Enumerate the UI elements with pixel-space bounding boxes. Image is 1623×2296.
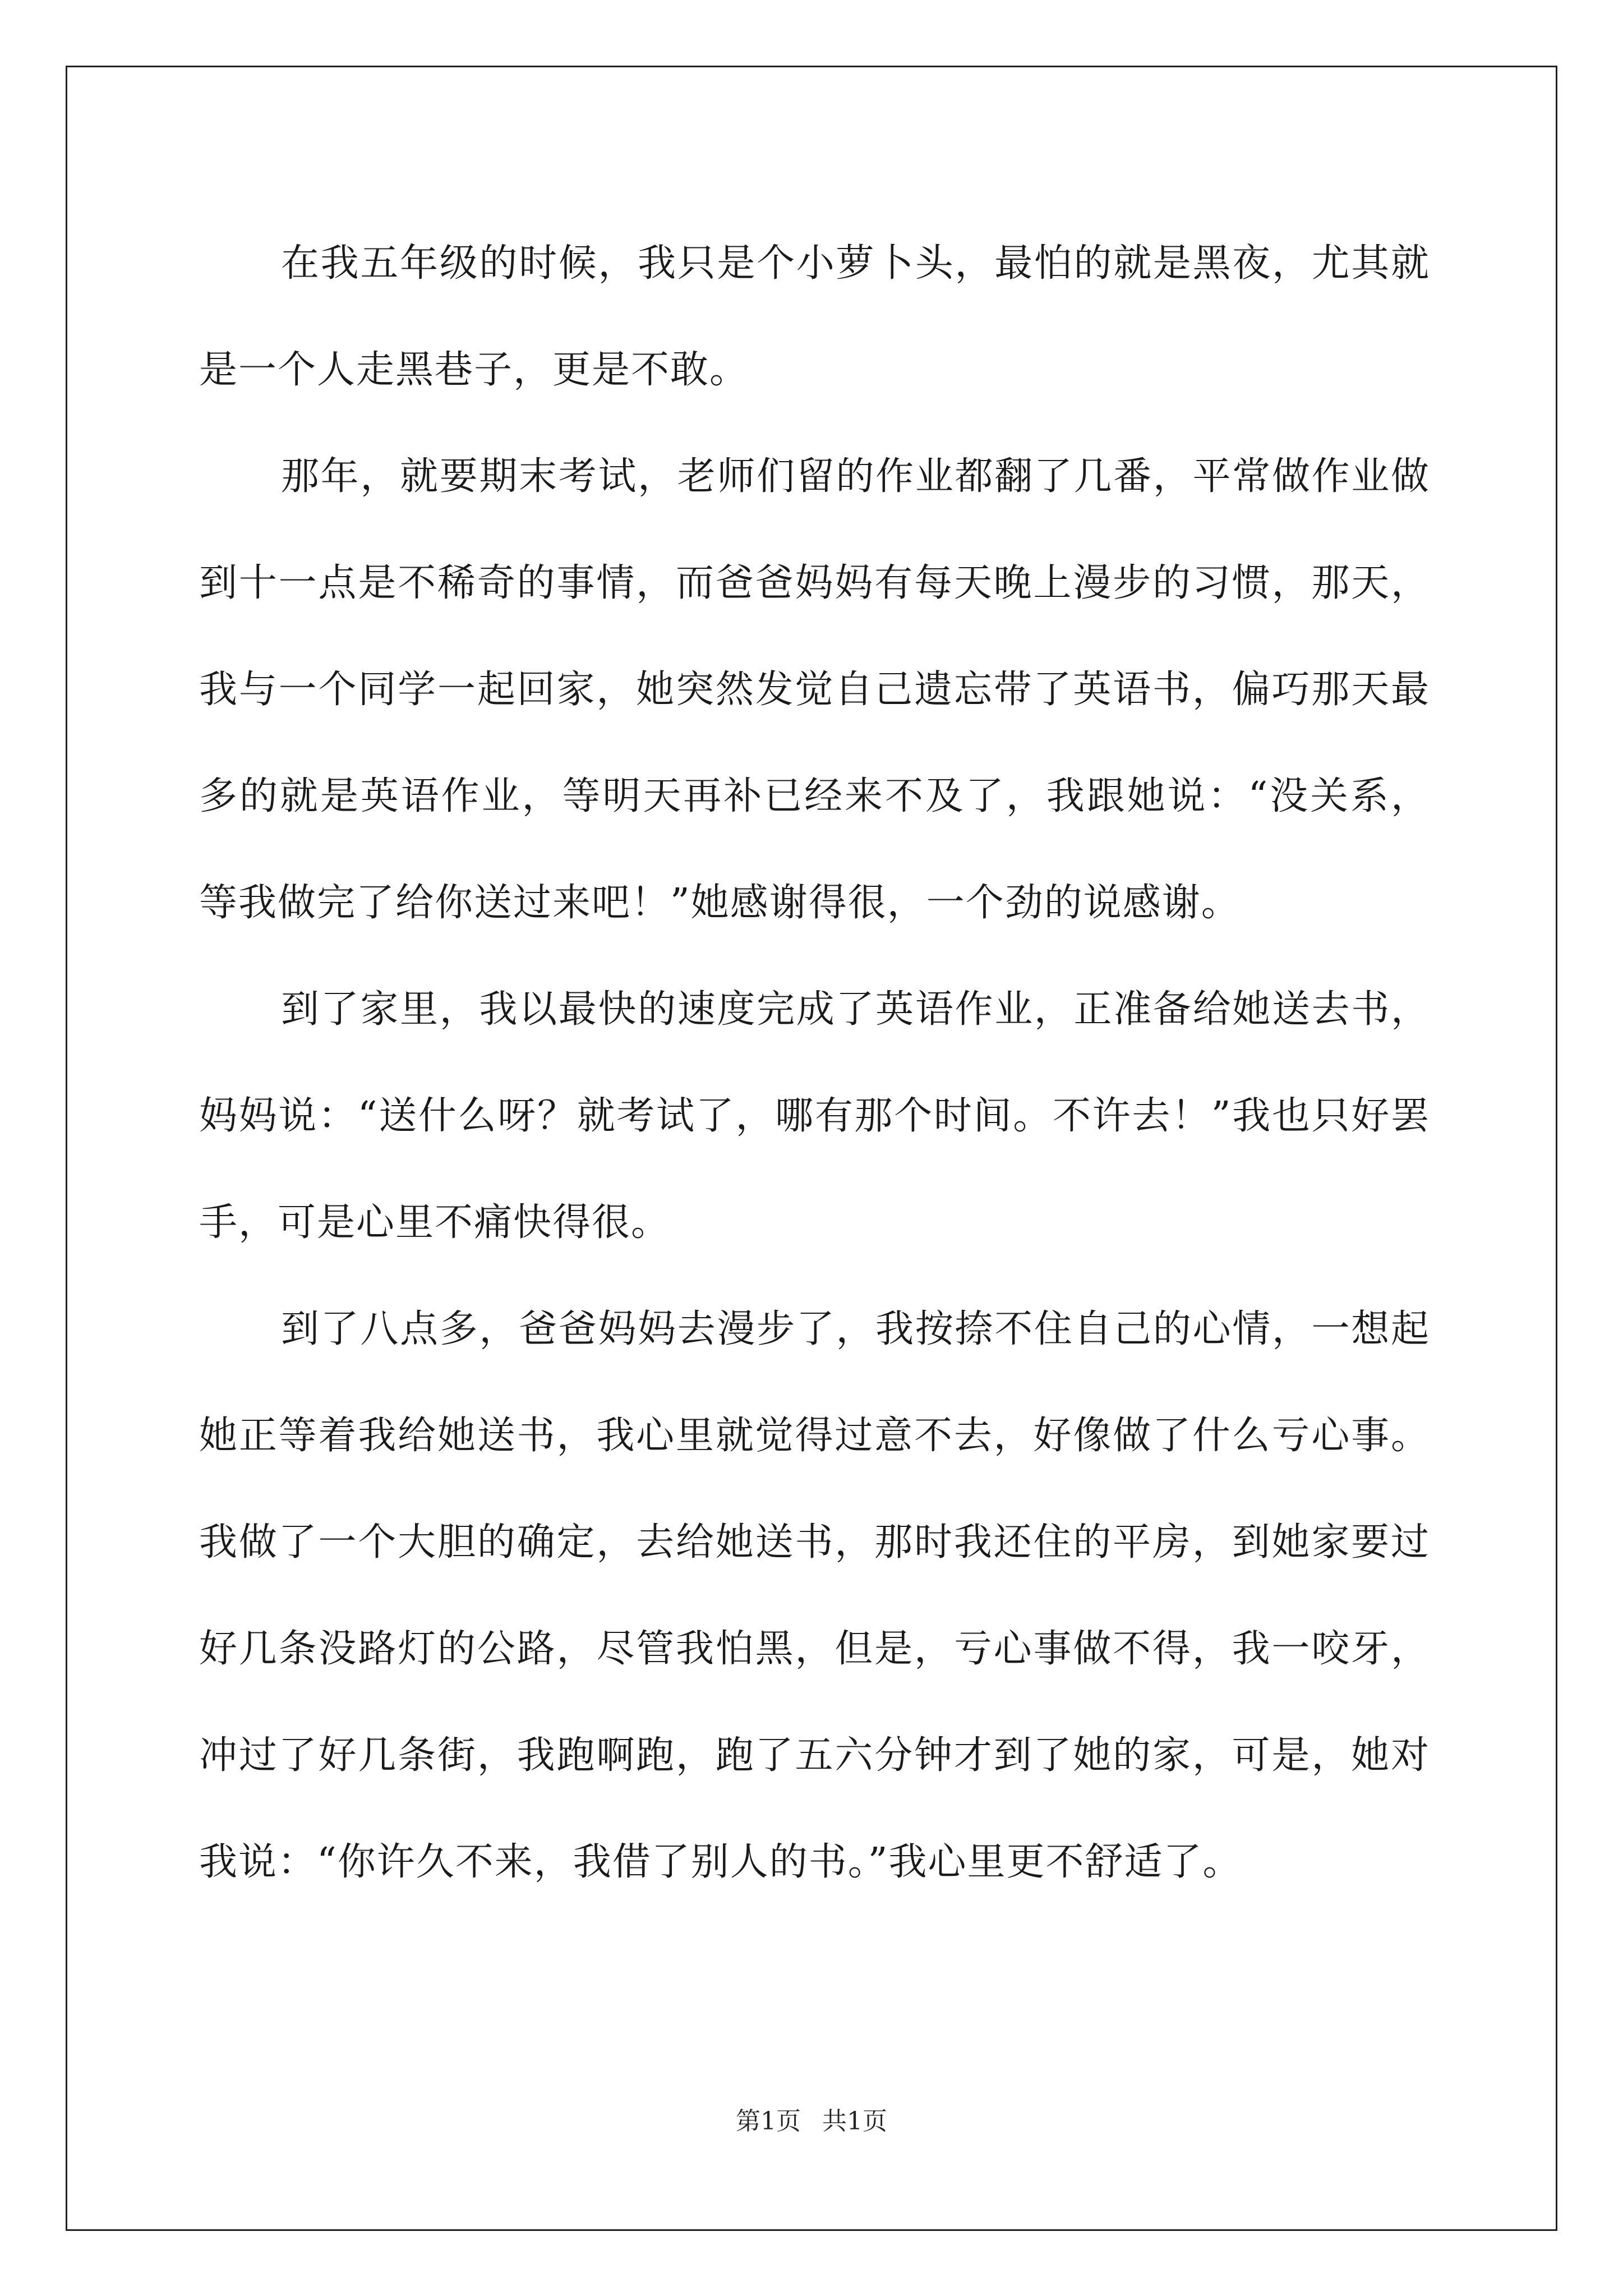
paragraph-4: 到了八点多，爸爸妈妈去漫步了，我按捺不住自己的心情，一想起她正等着我给她送书，我心里就觉得过意不去，好像做了什么亏心事。我做了一个大胆的确定，去给她送书，那时我还住的平房，到她家要过好几条没路灯的公路，尽管我怕黑，但是，亏心事做不得，我一咬牙，冲过了好几条街，我跑啊跑，跑了五六分钟才到了她的家，可是，她对我说：“你许久不来，我借了别人的书。”我心里更不舒适了。	[199, 1307, 1430, 1884]
paragraph-1: 在我五年级的时候，我只是个小萝卜头，最怕的就是黑夜，尤其就是一个人走黑巷子，更是不敢。	[199, 241, 1430, 392]
paragraph-2: 那年，就要期末考试，老师们留的作业都翻了几番，平常做作业做到十一点是不稀奇的事情，而爸爸妈妈有每天晚上漫步的习惯，那天，我与一个同学一起回家，她突然发觉自己遗忘带了英语书，偏巧那天最多的就是英语作业，等明天再补已经来不及了，我跟她说：“没关系，等我做完了给你送过来吧！”她感谢得很，一个劲的说感谢。	[199, 454, 1430, 925]
page-total: 共1页	[822, 2107, 887, 2136]
document-body	[199, 210, 1430, 1916]
page-footer	[0, 2101, 1623, 2137]
page-number: 第1页	[736, 2107, 801, 2136]
paragraph-3: 到了家里，我以最快的速度完成了英语作业，正准备给她送去书，妈妈说：“送什么呀？就考试了，哪有那个时间。不许去！”我也只好罢手，可是心里不痛快得很。	[199, 987, 1430, 1245]
